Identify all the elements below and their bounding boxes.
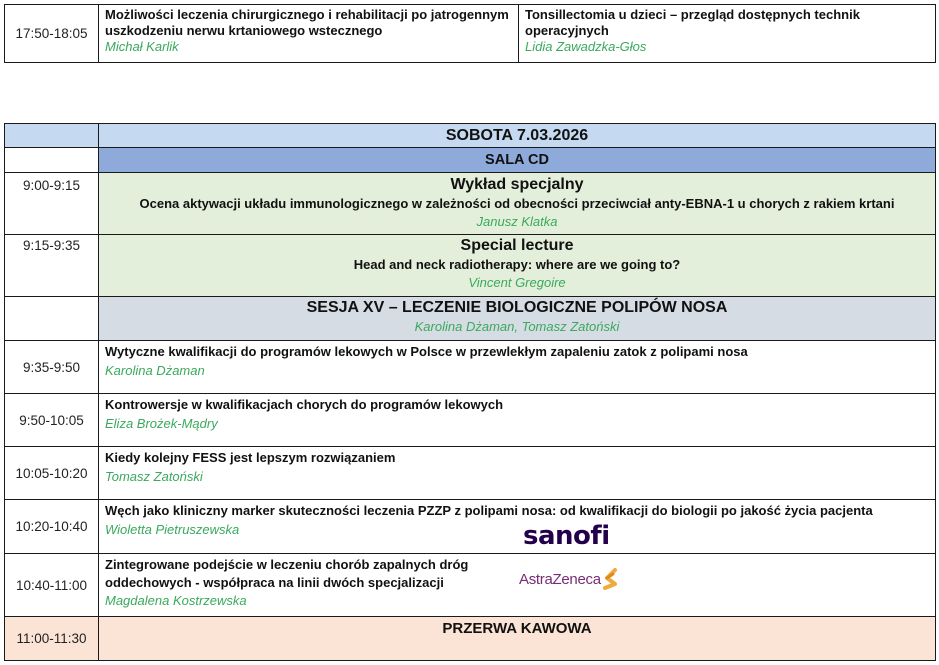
empty-cell [5,148,99,173]
astrazeneca-wordmark: AstraZeneca [519,570,601,588]
session-cell [99,297,936,341]
speaker-name: Wioletta Pietruszewska [105,522,240,537]
speaker-name: Eliza Brożek-Mądry [105,416,218,431]
talk-cell [99,500,936,554]
session-header-row [5,297,936,341]
talk-row [5,500,936,554]
astrazeneca-symbol-icon [601,566,621,592]
talk-row [5,447,936,500]
time-cell: 10:20-10:40 [5,500,99,554]
time-cell: 9:00-9:15 [5,173,99,235]
special-lecture-row [5,173,936,235]
talk-cell-left [99,5,519,63]
room-header: SALA CD [99,148,936,173]
session-chairs: Karolina Dżaman, Tomasz Zatoński [414,319,620,334]
special-lecture-cell [99,235,936,297]
room-header-row [5,148,936,173]
talk-row [5,554,936,617]
talk-title-line-2: oddechowych - współpraca na linii dwóch specjalizacji [105,575,444,590]
speaker-name: Lidia Zawadzka-Głos [525,39,647,54]
speaker-name: Michał Karlik [105,39,179,54]
astrazeneca-logo [519,566,621,592]
time-cell: 9:35-9:50 [5,341,99,394]
time-cell: 9:50-10:05 [5,394,99,447]
lecture-title: Ocena aktywacji układu immunologicznego w zależności od obecności przeciwciał anty-EBNA-1 u chorych z rakiem krtani [139,196,895,211]
talk-title-line-1: Zintegrowane podejście w leczeniu chorób zapalnych dróg [105,557,469,572]
special-lecture-row [5,235,936,297]
speaker-name: Janusz Klatka [476,214,558,229]
special-lecture-cell [99,173,936,235]
speaker-name: Tomasz Zatoński [105,469,203,484]
time-cell: 10:40-11:00 [5,554,99,617]
talk-cell [99,341,936,394]
speaker-name: Karolina Dżaman [105,363,205,378]
talk-row [5,341,936,394]
time-cell: 9:15-9:35 [5,235,99,297]
table-row [5,5,936,63]
lecture-title: Head and neck radiotherapy: where are we going to? [353,257,681,272]
speaker-name: Magdalena Kostrzewska [105,593,247,608]
empty-cell [5,297,99,341]
talk-row [5,394,936,447]
time-cell: 17:50-18:05 [5,5,99,63]
talk-title: Kiedy kolejny FESS jest lepszym rozwiązaniem [105,450,396,465]
break-label: PRZERWA KAWOWA [99,617,936,661]
talk-cell-right [519,5,936,63]
saturday-schedule-table [4,123,936,661]
talk-cell [99,394,936,447]
talk-title: Węch jako kliniczny marker skuteczności leczenia PZZP z polipami nosa: od kwalifikacji do biologii po jakość życia pacjenta [105,503,873,518]
talk-title: Kontrowersje w kwalifikacjach chorych do programów lekowych [105,397,504,412]
talk-cell [99,447,936,500]
time-cell: 11:00-11:30 [5,617,99,661]
lecture-heading: Wykład specjalny [450,176,584,193]
previous-schedule-table [4,4,936,63]
sanofi-logo: sanofi [523,521,610,551]
time-cell: 10:05-10:20 [5,447,99,500]
day-header: SOBOTA 7.03.2026 [99,124,936,148]
day-header-row [5,124,936,148]
talk-cell [99,554,936,617]
speaker-name: Vincent Gregoire [468,275,566,290]
empty-cell [5,124,99,148]
talk-title: Tonsillectomia u dzieci – przegląd dostępnych technik operacyjnych [525,7,860,38]
session-title: SESJA XV – LECZENIE BIOLOGICZNE POLIPÓW NOSA [306,299,728,316]
talk-title: Wytyczne kwalifikacji do programów lekowych w Polsce w przewlekłym zapaleniu zatok z polipami nosa [105,344,748,359]
lecture-heading: Special lecture [460,237,574,254]
talk-title: Możliwości leczenia chirurgicznego i rehabilitacji po jatrogennym uszkodzeniu nerwu krtaniowego wstecznego [105,7,509,38]
break-row [5,617,936,661]
